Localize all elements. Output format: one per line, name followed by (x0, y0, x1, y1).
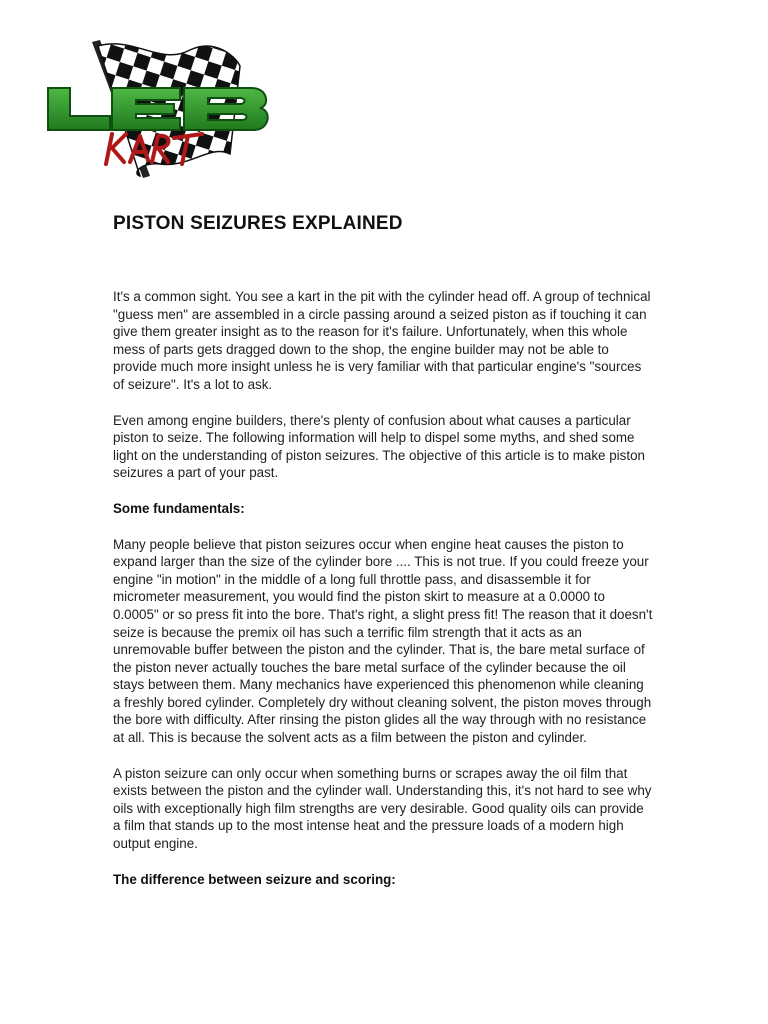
fundamentals-paragraph-1: Many people believe that piston seizures occur when engine heat causes the piston to expand larger than the size of the cylinder bore .... This is not true. If you could freeze your engine "in motion" in the middle of a long full throttle pass, and disassemble it for micrometer measurement, you would find the piston skirt to measure at a 0.0000 to 0.0005" or so press fit into the bore. That's right, a slight press fit! The reason that it doesn't seize is because the premix oil has such a terrific film strength that it acts as an unremovable buffer between the piston and the cylinder. That is, the bare metal surface of the piston never actually touches the bare metal surface of the cylinder because the oil stays between them. Many mechanics have experienced this phenomenon while cleaning a freshly bored cylinder. Completely dry without cleaning solvent, the piston moves through the bore with difficulty. After rinsing the piston glides all the way through with no resistance at all. This is because the solvent acts as a film between the piston and cylinder. (113, 536, 653, 746)
checkered-flag-icon (40, 36, 276, 184)
section-heading-fundamentals: Some fundamentals: (113, 500, 245, 516)
fundamentals-paragraph-2: A piston seizure can only occur when something burns or scrapes away the oil film that exists between the piston and the cylinder wall. Understanding this, it's not hard to see why oils with exceptionally high film strengths are very desirable. Good quality oils can provide a film that stands up to the most intense heat and the pressure loads of a modern high output engine. (113, 765, 652, 852)
intro-paragraph-1: It's a common sight. You see a kart in the pit with the cylinder head off. A group of technical "guess men" are assembled in a circle passing around a seized piston as if touching it can give them greater insight as to the reason for it's failure. Unfortunately, when this whole mess of parts gets dragged down to the shop, the engine builder may not be able to provide much more insight unless he is very familiar with that particular engine's "sources of seizure". It's a lot to ask. (113, 289, 651, 392)
section-heading-seizure-vs-scoring: The difference between seizure and scoring: (113, 871, 396, 887)
leb-kart-logo (40, 36, 276, 184)
article-body (113, 210, 653, 888)
article-title: PISTON SEIZURES EXPLAINED (113, 213, 403, 234)
intro-paragraph-2: Even among engine builders, there's plenty of confusion about what causes a particular piston to seize. The following information will help to dispel some myths, and shed some light on the understanding of piston seizures. The objective of this article is to make piston seizures a part of your past. (113, 412, 645, 481)
